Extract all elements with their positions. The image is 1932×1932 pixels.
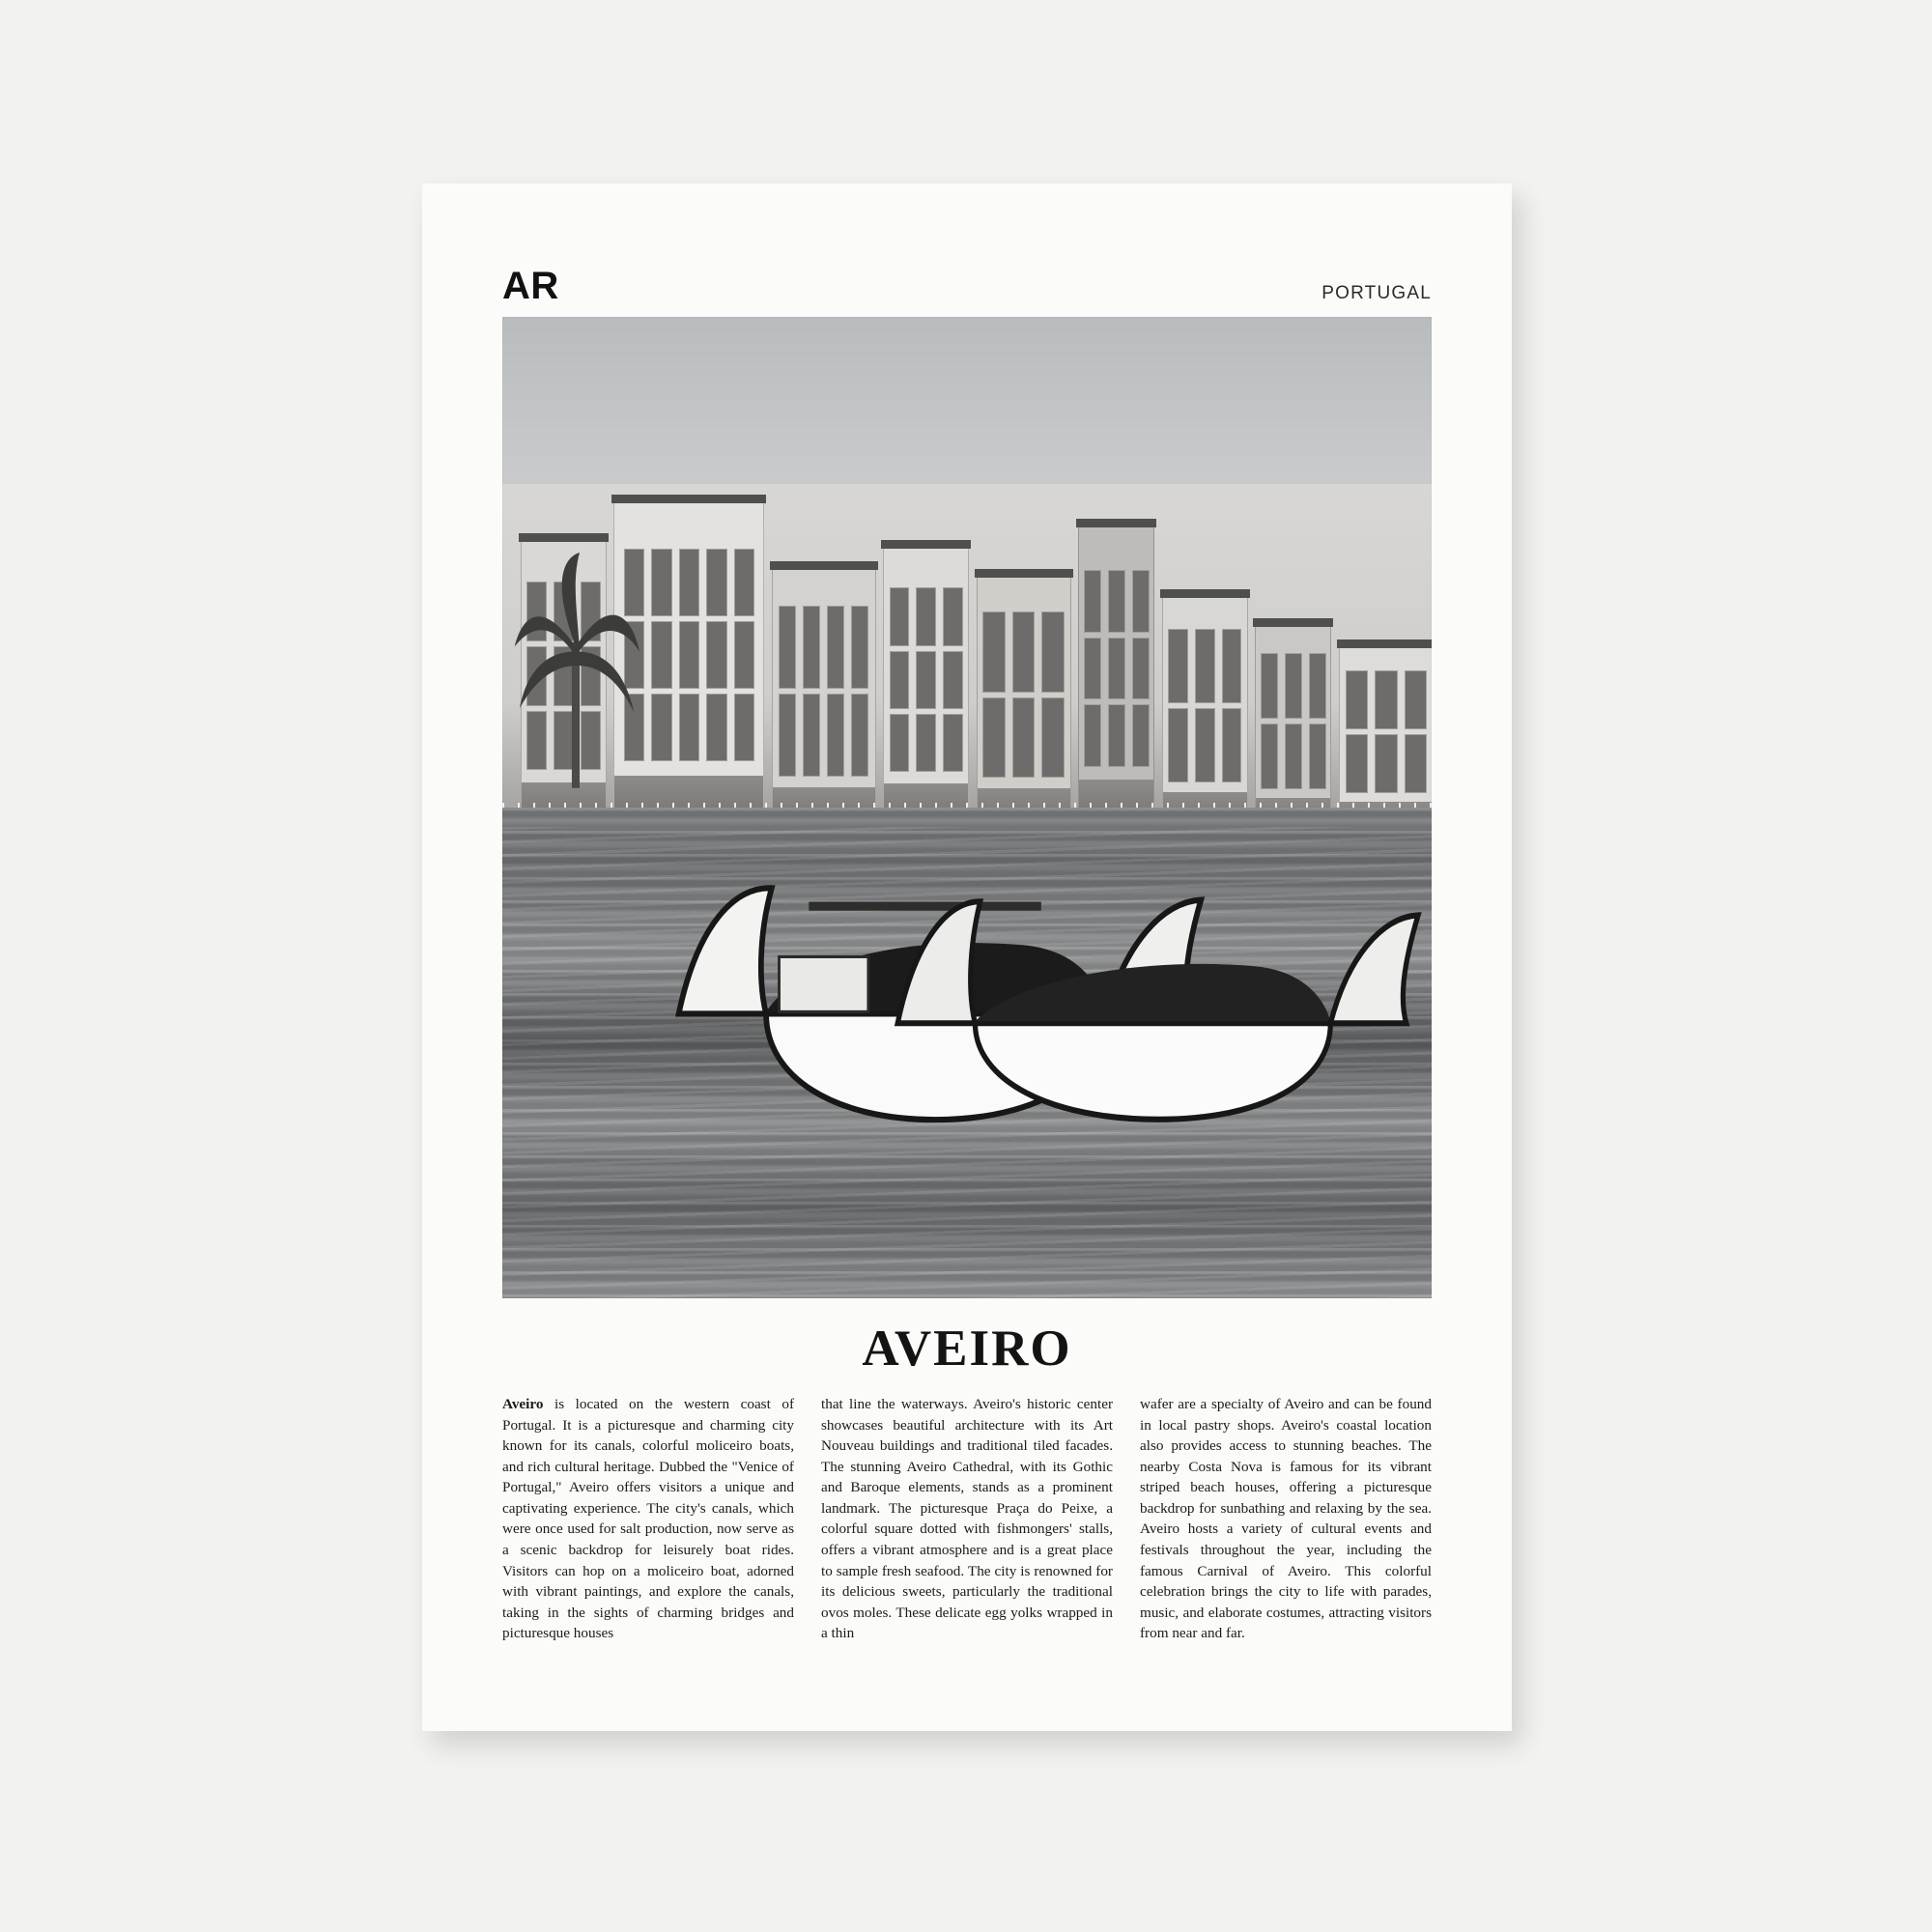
photo-canvas [502, 317, 1432, 1298]
body-column-3 [1140, 1394, 1432, 1644]
body-text-3: wafer are a specialty of Aveiro and can be found in local pastry shops. Aveiro's coastal location also provides access to stunning beaches. The nearby Costa Nova is famous for its vibrant striped beach houses, offering a picturesque backdrop for sunbathing and relaxing by the sea. Aveiro hosts a variety of cultural events and festivals throughout the year, including the famous Carnival of Aveiro. This colorful celebration brings the city to life with parades, music, and elaborate costumes, attracting visitors from near and far. [1140, 1396, 1432, 1642]
photo-waterfront-buildings [502, 484, 1432, 838]
brand-mark: AR [502, 265, 559, 307]
body-lead-in: Aveiro [502, 1396, 544, 1412]
body-text-2: that line the waterways. Aveiro's historic center showcases beautiful architecture with its Art Nouveau buildings and traditional tiled facades. The stunning Aveiro Cathedral, with its Gothic and Baroque elements, stands as a prominent landmark. The picturesque Praça do Peixe, a colorful square dotted with fishmongers' stalls, offers a vibrant atmosphere and is a great place to sample fresh seafood. The city is renowned for its delicious sweets, particularly the traditional ovos moles. These delicate egg yolks wrapped in a thin [821, 1396, 1113, 1642]
moliceiro-boat-rear [893, 886, 1432, 1141]
country-label: PORTUGAL [1321, 283, 1432, 303]
poster-body-columns [502, 1394, 1432, 1644]
body-column-1 [502, 1394, 794, 1644]
poster-sheet [422, 184, 1512, 1731]
poster-photo [502, 317, 1432, 1298]
body-text-1: is located on the western coast of Portugal. It is a picturesque and charming city known for its canals, colorful moliceiro boats, and rich cultural heritage. Dubbed the "Venice of Portugal," Aveiro offers visitors a unique and captivating experience. The city's canals, which were once used for salt production, now serve as a scenic backdrop for leisurely boat rides. Visitors can hop on a moliceiro boat, adorned with vibrant paintings, and explore the canals, taking in the sights of charming bridges and picturesque houses [502, 1396, 794, 1642]
page-title: AVEIRO [862, 1321, 1072, 1377]
body-column-2 [821, 1394, 1113, 1644]
palm-tree-icon [512, 553, 642, 788]
poster-header [502, 267, 1432, 307]
